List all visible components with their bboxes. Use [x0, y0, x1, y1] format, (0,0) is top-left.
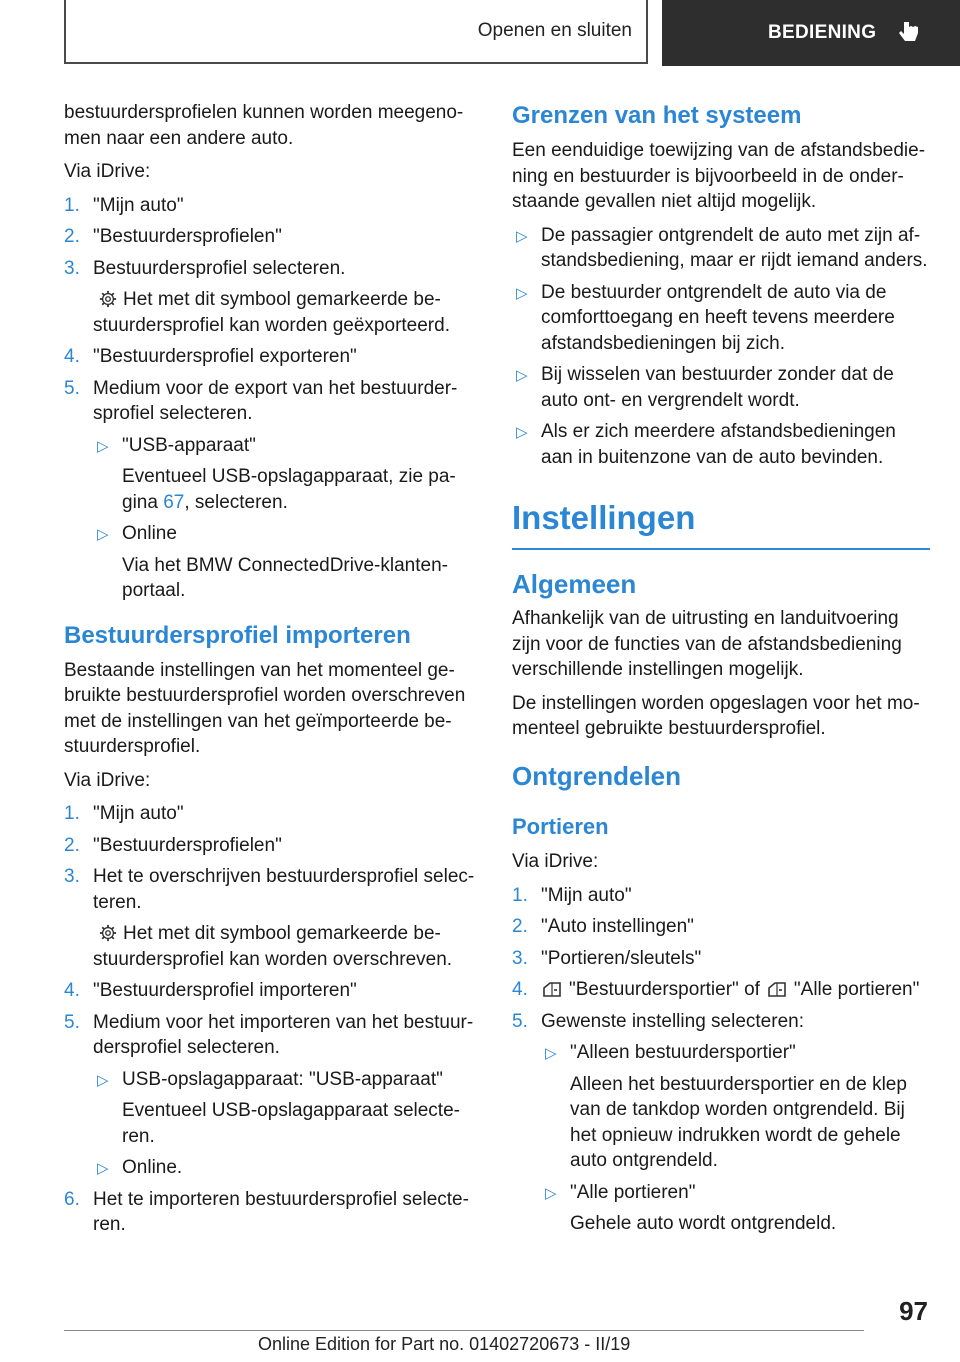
step-number: 2. — [64, 226, 80, 247]
via-idrive-label: Via iDrive: — [64, 769, 151, 791]
step-text: "Mijn auto" — [93, 803, 184, 824]
footer-divider — [64, 1330, 864, 1331]
via-idrive-label: Via iDrive: — [64, 161, 151, 182]
triangle-right-icon: ▷ — [516, 367, 528, 384]
step-text: "Bestuurdersprofiel exporteren" — [93, 346, 357, 367]
step-number: 3. — [64, 257, 80, 279]
hand-pointer-icon — [898, 20, 920, 46]
export-options — [93, 433, 480, 604]
option-label: Online — [122, 523, 177, 544]
import-intro: Bestaande instellingen van het momenteel ge-bruikte bestuurdersprofiel worden overschreven met de instellingen van het geïmporteerde be-stuurdersprofiel. — [64, 659, 466, 757]
running-header-chapter — [662, 0, 960, 66]
list-item — [64, 978, 480, 1004]
triangle-right-icon: ▷ — [545, 1045, 557, 1062]
step-number: 5. — [512, 1010, 528, 1032]
note — [93, 287, 480, 338]
triangle-right-icon: ▷ — [97, 1071, 109, 1089]
door-options — [541, 1040, 930, 1237]
list-item — [541, 1040, 930, 1174]
triangle-right-icon: ▷ — [97, 526, 109, 543]
option-label: USB-opslagapparaat: "USB-apparaat" — [122, 1068, 443, 1090]
section-heading: Bestuurdersprofiel importeren — [64, 621, 411, 649]
list-item-text: Als er zich meerdere afstandsbedieningen aan in buitenzone van de auto bevinden. — [541, 421, 896, 468]
list-item — [512, 914, 930, 940]
step-number: 5. — [64, 377, 80, 399]
door-icon — [766, 980, 788, 998]
list-item-text: Bij wisselen van bestuurder zonder dat de auto ont- en vergrendelt wordt. — [541, 364, 894, 411]
list-item — [64, 224, 480, 250]
option-label: "USB-apparaat" — [122, 434, 256, 456]
gear-icon — [99, 290, 117, 308]
step-number: 4. — [64, 980, 80, 1001]
step-number: 3. — [64, 866, 80, 887]
subsection-heading: Portieren — [512, 813, 609, 839]
list-item — [512, 280, 930, 357]
chapter-title: BEDIENING — [768, 22, 877, 43]
chapter-heading: Instellingen — [512, 498, 930, 550]
list-item — [64, 801, 480, 827]
note-text: Het met dit symbool gemarkeerde be-stuurdersprofiel kan worden overschreven. — [93, 923, 453, 970]
gear-icon — [99, 924, 117, 942]
general-paragraph: Afhankelijk van de uitrusting en landuitvoering zijn voor de functies van de afstandsbediening verschillende instellingen mogelijk. — [512, 608, 902, 680]
option-label: Online. — [122, 1157, 183, 1178]
step-text: "Mijn auto" — [541, 884, 632, 906]
step-text: Medium voor de export van het bestuurder-sprofiel selecteren. — [93, 377, 458, 424]
step-text: "Bestuurdersprofielen" — [93, 834, 282, 856]
running-header-section — [64, 0, 648, 64]
step-number: 3. — [512, 947, 528, 969]
step-text: Het te importeren bestuurdersprofiel selecte-ren. — [93, 1188, 469, 1235]
triangle-right-icon: ▷ — [97, 437, 109, 455]
list-item — [512, 362, 930, 413]
list-item — [93, 1067, 480, 1150]
step-number: 4. — [64, 346, 80, 367]
list-item — [93, 1155, 480, 1181]
list-item — [64, 833, 480, 859]
step-text: Het te overschrijven bestuurdersprofiel selec-teren. — [93, 866, 475, 913]
step-text: "Portieren/sleutels" — [541, 947, 702, 969]
left-column — [64, 100, 480, 1244]
triangle-right-icon: ▷ — [97, 1160, 109, 1177]
intro-paragraph: bestuurdersprofielen kunnen worden meegeno-men naar een andere auto. — [64, 102, 464, 149]
list-item — [512, 223, 930, 274]
step-text: Bestuurdersprofiel selecteren. — [93, 257, 346, 279]
list-item — [64, 344, 480, 370]
section-title: Openen en sluiten — [477, 20, 632, 41]
step-text: "Bestuurdersprofielen" — [93, 226, 282, 247]
import-options — [93, 1067, 480, 1181]
list-item-text: De passagier ontgrendelt de auto met zijn af-standsbediening, maar er rijdt iemand anders. — [541, 224, 928, 271]
option-label: "Alle portieren" — [570, 1181, 696, 1203]
list-item — [64, 256, 480, 339]
section-heading: Ontgrendelen — [512, 760, 682, 791]
step-number: 1. — [64, 803, 80, 824]
limits-list — [512, 223, 930, 471]
footer-edition: Online Edition for Part no. 01402720673 - II/19 — [258, 1334, 631, 1354]
list-item — [512, 946, 930, 972]
step-number: 2. — [512, 916, 528, 937]
step-number: 2. — [64, 834, 80, 856]
right-column — [512, 100, 930, 1243]
step-number: 6. — [64, 1188, 80, 1210]
option-desc-tail: , selecteren. — [184, 491, 288, 513]
step-text: Medium voor het importeren van het bestuur-dersprofiel selecteren. — [93, 1011, 474, 1058]
step-number: 5. — [64, 1011, 80, 1033]
list-item — [64, 1187, 480, 1238]
via-idrive-label: Via iDrive: — [512, 851, 599, 872]
step-number: 4. — [512, 979, 528, 1000]
note — [93, 921, 480, 972]
option-label: "Alleen bestuurdersportier" — [570, 1042, 796, 1063]
page-link[interactable]: 67 — [163, 491, 185, 513]
section-heading: Grenzen van het systeem — [512, 102, 802, 129]
list-item — [512, 883, 930, 909]
option-desc: Eventueel USB-opslagapparaat selecte-ren. — [122, 1100, 460, 1147]
step-number: 1. — [64, 194, 80, 216]
option-desc: Alleen het bestuurdersportier en de klep van de tankdop worden ontgrendeld. Bij het opnieuw indrukken wordt de gehele auto ontgrendeld. — [570, 1073, 907, 1171]
import-steps — [64, 801, 480, 1238]
list-item — [512, 1009, 930, 1237]
step-text: Gewenste instelling selecteren: — [541, 1010, 804, 1032]
step-text: "Bestuurdersprofiel importeren" — [93, 980, 357, 1001]
triangle-right-icon: ▷ — [516, 227, 528, 245]
triangle-right-icon: ▷ — [516, 284, 528, 302]
door-steps — [512, 883, 930, 1237]
door-icon — [541, 980, 563, 998]
list-item — [93, 521, 480, 604]
step-text: "Bestuurdersportier" of — [569, 979, 760, 1000]
section-heading: Algemeen — [512, 569, 637, 599]
export-steps — [64, 193, 480, 604]
list-item — [512, 419, 930, 470]
option-desc-text: Eventueel USB-opslagapparaat, zie pa-gina — [122, 466, 456, 513]
list-item — [64, 376, 480, 604]
page-number: 97 — [899, 1296, 928, 1326]
option-desc: Via het BMW ConnectedDrive-klanten-portaal. — [122, 554, 448, 601]
list-item — [93, 433, 480, 516]
list-item — [64, 864, 480, 972]
step-number: 1. — [512, 884, 528, 906]
step-text: "Mijn auto" — [93, 194, 184, 216]
list-item-text: De bestuurder ontgrendelt de auto via de comforttoegang en heeft tevens meerdere afstandsbedieningen bij zich. — [541, 281, 895, 354]
triangle-right-icon: ▷ — [516, 424, 528, 441]
list-item — [64, 193, 480, 219]
option-desc: Gehele auto wordt ontgrendeld. — [570, 1213, 837, 1234]
step-text: "Auto instellingen" — [541, 916, 694, 937]
list-item — [64, 1010, 480, 1181]
general-paragraph: De instellingen worden opgeslagen voor het mo-menteel gebruikte bestuurdersprofiel. — [512, 692, 920, 739]
note-text: Het met dit symbool gemarkeerde be-stuurdersprofiel kan worden geëxporteerd. — [93, 289, 450, 336]
list-item — [512, 977, 930, 1003]
step-text: "Alle portieren" — [793, 979, 920, 1000]
list-item — [541, 1180, 930, 1237]
limits-intro: Een eenduidige toewijzing van de afstandsbedie-ning en bestuurder is bijvoorbeeld in de onder-staande gevallen niet altijd mogelijk. — [512, 140, 926, 212]
triangle-right-icon: ▷ — [545, 1184, 557, 1202]
option-desc — [122, 464, 480, 515]
